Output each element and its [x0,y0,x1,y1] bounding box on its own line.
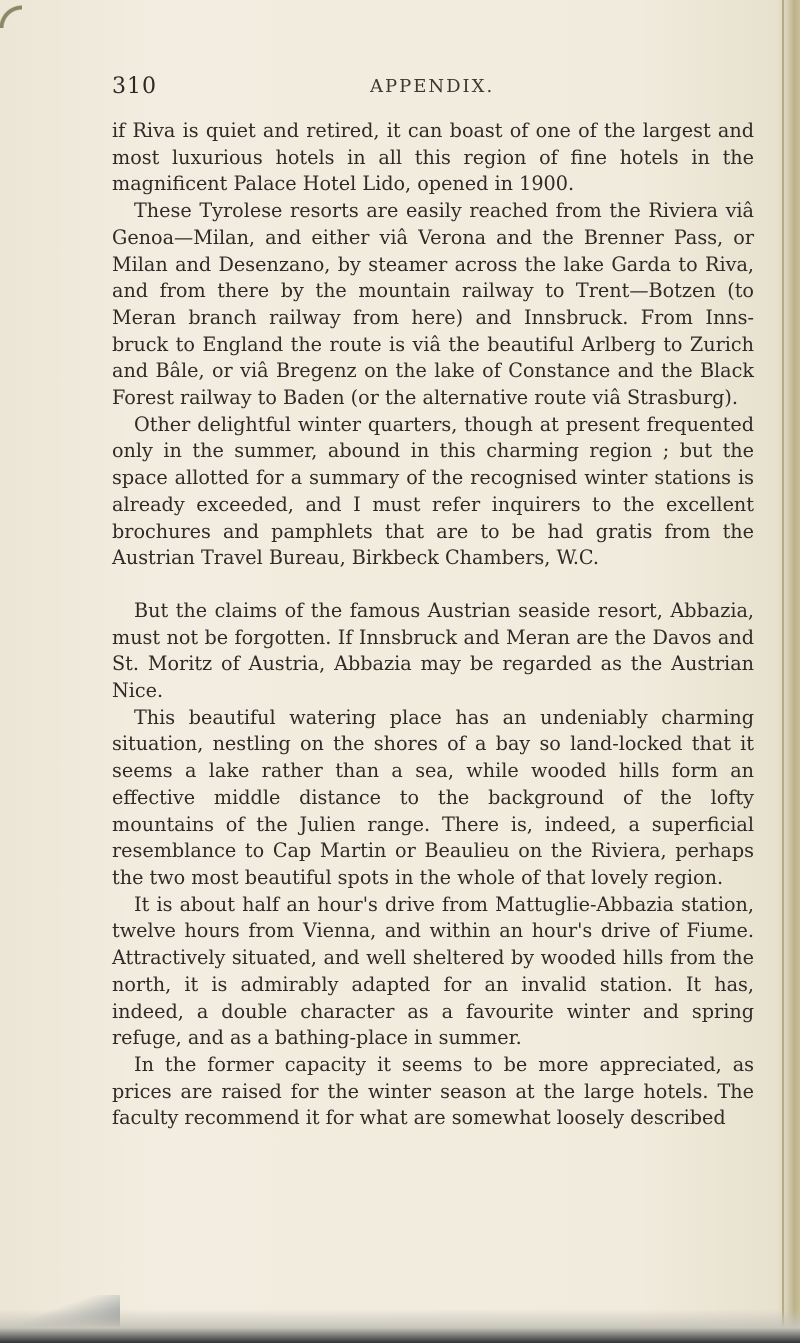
page-header [0,74,800,104]
paragraph-tyrolese-routes: These Tyrolese resorts are easily reached from the Riviera viâ Genoa—Milan, and either viâ Verona and the Brenner Pass, or Milan and Desenzano, by steamer across the lake Garda to Riva, and from there by the mountain railway to Trent—Botzen (to Meran branch railway from here) and Innsbruck. From Inns-bruck to England the route is viâ the beautiful Arlberg to Zurich and Bâle, or viâ Bregenz on the lake of Constance and the Black Forest railway to Baden (or the alternative route viâ Strasburg). [112,199,754,410]
paragraph-abbazia-location: It is about half an hour's drive from Mattuglie-Abbazia station, twelve hours from Vienna, and within an hour's drive of Fiume. Attractively situated, and well sheltered by wooded hills from the north, it is admirably adapted for an invalid station. It has, indeed, a double character as a favourite winter and spring refuge, and as a bathing-place in summer. [112,892,754,1050]
page-corner-decoration [0,0,22,28]
paragraph-other-winter-quarters: Other delightful winter quarters, though at present frequented only in the summer, abound in this charming region ; but the space allotted for a summary of the recognised winter stations is already exceeded, and I must refer inquirers to the excellent brochures and pamphlets that are to be had gratis from the Austrian Travel Bureau, Birkbeck Chambers, W.C. [112,412,754,570]
page-number: 310 [112,74,157,99]
running-head: APPENDIX. [370,76,495,97]
paragraph-riva: if Riva is quiet and retired, it can boast of one of the largest and most luxurious hotels in all this region of fine hotels in the magnificent Palace Hotel Lido, opened in 1900. [112,119,754,196]
paragraph-abbazia-intro: But the claims of the famous Austrian seaside resort, Abbazia, must not be forgotten. If Innsbruck and Meran are the Davos and St. Moritz of Austria, Abbazia may be regarded as the Austrian Nice. [112,598,754,703]
paragraph-abbazia-situation: This beautiful watering place has an undeniably charming situation, nestling on the shores of a bay so land-locked that it seems a lake rather than a sea, while wooded hills form an effective middle distance to the background of the lofty mountains of the Julien range. There is, indeed, a superficial resemblance to Cap Martin or Beaulieu on the Riviera, perhaps the two most beautiful spots in the whole of that lovely region. [112,705,754,889]
page-bottom-edge [0,1309,800,1343]
page-edge-line [782,0,784,1343]
body-text [112,118,754,1132]
paragraph-abbazia-winter: In the former capacity it seems to be more appreciated, as prices are raised for the winter season at the large hotels. The faculty recommend it for what are somewhat loosely described [112,1052,754,1130]
